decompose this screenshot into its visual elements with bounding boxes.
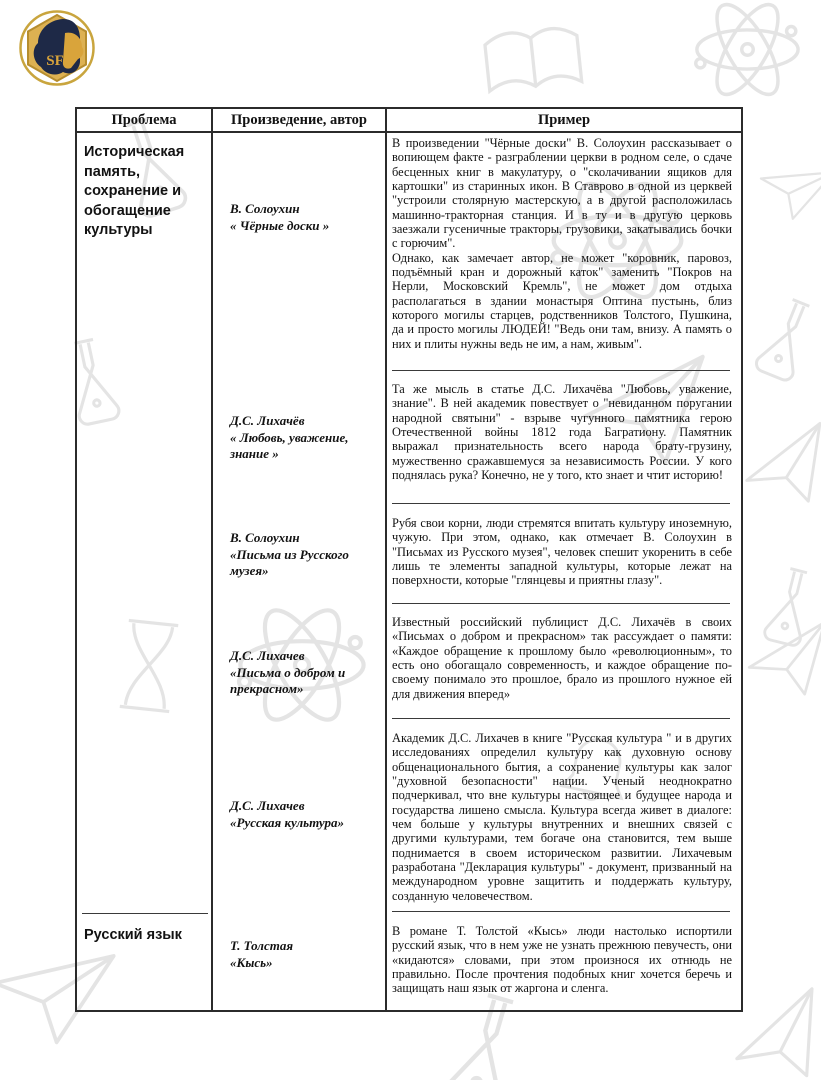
atom-icon	[690, 0, 805, 107]
example-text: В романе Т. Толстой «Кысь» люди настолько испортили русский язык, что в нем уже не узнать прежнюю певучесть, они «кидаются» словами, при этом произнося их отнюдь не правильно. После прочтения подобных книг хочется беречь и защищать наш язык от жаргона и сленга.	[392, 924, 732, 996]
header-problem: Проблема	[77, 109, 213, 131]
paper-plane-icon	[729, 409, 821, 525]
problem-label: Русский язык	[84, 927, 182, 943]
problem-label: Историческая память, сохранение и обогащение культуры	[84, 144, 185, 238]
work-author: В. Солоухин « Чёрные доски »	[230, 201, 330, 233]
svg-text:SF: SF	[46, 53, 64, 69]
paper-plane-icon	[738, 609, 821, 711]
lion-logo-icon	[18, 9, 96, 87]
example-text: Академик Д.С. Лихачев в книге "Русская культура " и в других исследованиях определил культуру как духовную основу общенационального бытия, а сохранение культуры как залог "духовной безопасности" нации. Ученый неоднократно подчеркивал, что вне культуры настоящее и будущее народа и государства лишено смысла. Культура всегда живет в диалоге: чем больше у культуры внутренних и внешних связей с другими культурами, тем богаче она становится, тем выше поднимается в своем историческом развитии. Лихачевым разработана "Декларация культуры" - документ, призванный на международном уровне защитить и поддержать культуру, созданную человечеством.	[392, 731, 732, 903]
work-author: В. Солоухин «Письма из Русского музея»	[230, 530, 349, 578]
header-work-author: Произведение, автор	[213, 109, 387, 131]
open-book-icon	[453, 0, 614, 123]
example-separator	[392, 603, 730, 604]
column-example	[387, 133, 741, 1010]
work-author: Д.С. Лихачев «Русская культура»	[230, 798, 344, 830]
example-text: Та же мысль в статье Д.С. Лихачёва "Любовь, уважение, знание". В ней академик повествует о "невиданном поругании народной святыни" - взрыве чугунного памятника герою Отечественной войны 1812 года Багратиону. Памятник выражал признательность всего народа брату-грузину, мужественно сражавшемуся за независимость России. У кого поднялась рука? Конечно, не у того, кто знает и чтит историю!	[392, 382, 732, 483]
example-separator	[392, 911, 730, 912]
problem-separator	[82, 913, 208, 914]
example-text: Рубя свои корни, люди стремятся впитать культуру иноземную, чужую. При этом, однако, как отмечает В. Солоухин в "Письмах из Русского музея", человек спешит укоренить в себе лишь те элементы западной культуры, которые лежат на поверхности, которые "глянцевы и приятны глазу".	[392, 516, 732, 588]
table-body	[77, 133, 741, 1010]
header-example: Пример	[537, 111, 591, 128]
example-separator	[392, 503, 730, 504]
column-work-author	[213, 133, 387, 1010]
example-text: В произведении "Чёрные доски" В. Солоухин рассказывает о вопиющем факте - разграблении церкви в родном селе, о сдаче бесценных книг в макулатуру, о "сколачивании ящиков для картошки" из старинных икон. В Ставрово в одной из церквей "устроили столярную мастерскую, а в другой расположилась машинно-тракторная станция. И в ту и в другую церковь заезжали гусеничные тракторы, грузовики, закатывались бочки с горючим". Однако, как замечает автор, не может "коровник, паровоз, подъёмный кран и дорожный каток" заменить "Покров на Нерли, Московский Кремль", не может дом отдыха располагаться в здании монастыря Оптина пустынь, близ которого могилы старцев, родственников Толстого, Пушкина, да и просто могилы ЛЮДЕЙ! "Ведь они там, внизу. А память о них и плиты нужны ведь не им, а нам, живым".	[392, 136, 732, 351]
arguments-table	[75, 107, 743, 1012]
paper-plane-icon	[746, 140, 821, 235]
work-author: Д.С. Лихачёв « Любовь, уважение, знание »	[230, 413, 349, 461]
work-author: Д.С. Лихачев «Письма о добром и прекрасном»	[230, 648, 346, 696]
example-separator	[392, 718, 730, 719]
table-header-row	[77, 109, 741, 133]
example-text: Известный российский публицист Д.С. Лихачёв в своих «Письмах о добром и прекрасном» так рассуждает о памяти: «Каждое обращение к прошлому было «революционным», то есть оно обогащало современность, и каждое обращение по-своему понимало это прошлое, брало из прошлого нужное ей для движения вперед»	[392, 615, 732, 701]
example-separator	[392, 370, 730, 371]
work-author: Т. Толстая «Кысь»	[230, 938, 294, 970]
column-problem	[77, 133, 213, 1010]
